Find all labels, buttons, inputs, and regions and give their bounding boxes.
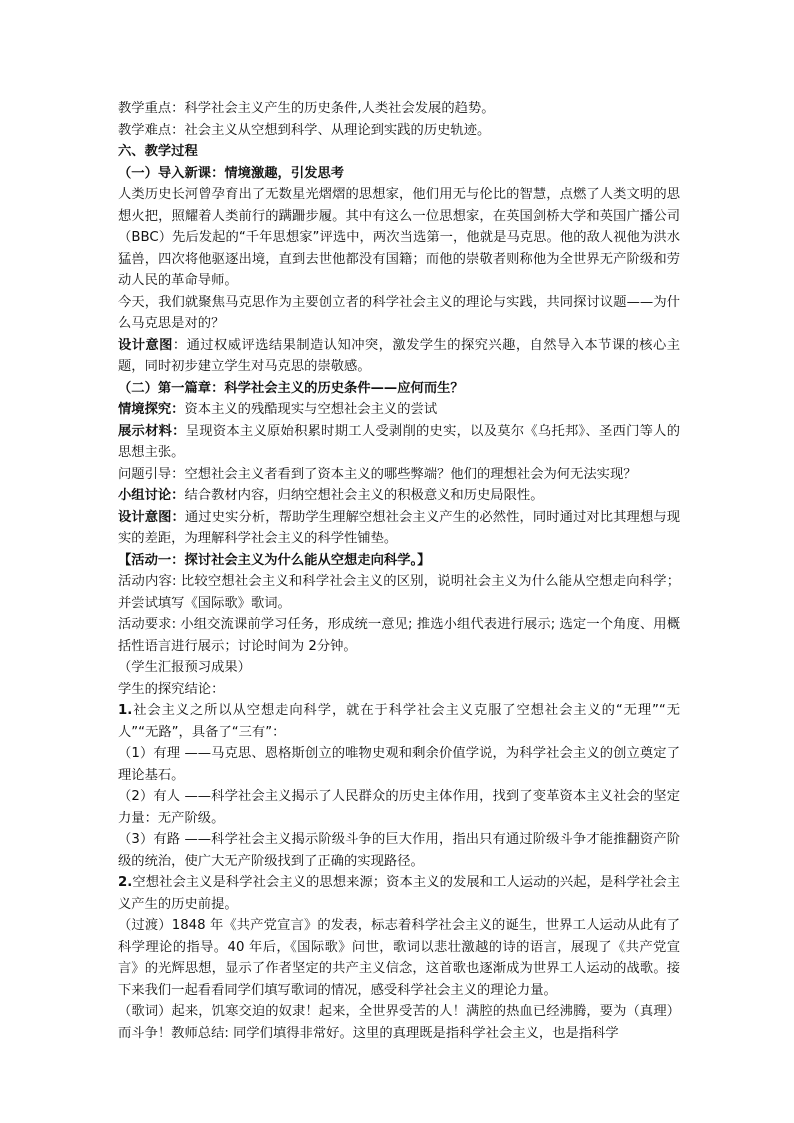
conclusion-subitem-1: （1）有理 ——马克思、恩格斯创立的唯物史观和剩余价值学说，为科学社会主义的创立奠定了理论基石。: [118, 746, 680, 783]
transition-paragraph: （过渡）1848 年《共产党宣言》的发表，标志着科学社会主义的诞生，世界工人运动从此有了科学理论的指导。40 年后，《国际歌》问世，歌词以悲壮激越的诗的语言，展现了《共产党宣言》的光辉思想，显示了作者坚定的共产主义信念，这首歌也逐渐成为世界工人运动的战歌。接下来我们一起看看同学们填写歌词的情况，感受科学社会主义的理论力量。: [118, 918, 680, 998]
activity-requirement-paragraph: 活动要求: 小组交流课前学习任务，形成统一意见; 推选小组代表进行展示; 选定一个角度、用概括性语言进行展示；讨论时间为 2分钟。: [118, 617, 680, 654]
key-point-paragraph: 教学重点：科学社会主义产生的历史条件,人类社会发展的趋势。: [118, 101, 495, 116]
activity-content-paragraph: 活动内容: 比较空想社会主义和科学社会主义的区别，说明社会主义为什么能从空想走向科学；并尝试填写《国际歌》歌词。: [118, 574, 680, 611]
design-intent-paragraph: 设计意图：通过权威评选结果制造认知冲突，激发学生的探究兴趣，自然导入本节课的核心主题，同时初步建立学生对马克思的崇敬感。: [118, 337, 681, 374]
conclusion-heading: 学生的探究结论：: [118, 681, 225, 697]
subsection-heading: （二）第一篇章：科学社会主义的历史条件——应何而生？: [118, 380, 464, 396]
lyrics-paragraph: （歌词）起来，饥寒交迫的奴隶！起来，全世界受苦的人！满腔的热血已经沸腾，要为（真理）而斗争！教师总结: 同学们填得非常好。这里的真理既是指科学社会主义，也是指科学: [118, 1004, 680, 1041]
scenario-paragraph: 情境探究：资本主义的残酷现实与空想社会主义的尝试: [118, 402, 438, 417]
student-report-note: （学生汇报预习成果）: [118, 660, 251, 675]
conclusion-item-1: 1.社会主义之所以从空想走向科学，就在于科学社会主义克服了空想社会主义的“无理”“无人”“无路”，具备了“三有”：: [118, 703, 680, 740]
document-page: [118, 98, 680, 1044]
topic-paragraph: 今天，我们就聚焦马克思作为主要创立者的科学社会主义的理论与实践，共同探讨议题——为什么马克思是对的？: [118, 294, 680, 331]
activity-heading: 【活动一：探讨社会主义为什么能从空想走向科学。】: [118, 552, 431, 568]
difficulty-paragraph: 教学难点：社会主义从空想到科学、从理论到实践的历史轨迹。: [118, 122, 491, 138]
conclusion-subitem-2: （2）有人 ——科学社会主义揭示了人民群众的历史主体作用，找到了变革资本主义社会的坚定力量：无产阶级。: [118, 789, 680, 826]
intro-paragraph: 人类历史长河曾孕育出了无数星光熠熠的思想家，他们用无与伦比的智慧，点燃了人类文明的思想火把，照耀着人类前行的蹒跚步履。其中有这么一位思想家，在英国剑桥大学和英国广播公司（BBC）先后发起的“千年思想家”评选中，两次当选第一，他就是马克思。他的敌人视他为洪水猛兽，四次将他驱逐出境，直到去世他都没有国籍；而他的崇敬者则称他为全世界无产阶级和劳动人民的革命导师。: [118, 187, 680, 288]
group-discussion-paragraph: 小组讨论：结合教材内容，归纳空想社会主义的积极意义和历史局限性。: [118, 488, 544, 503]
section-heading: 六、教学过程: [118, 144, 198, 159]
material-paragraph: 展示材料：呈现资本主义原始积累时期工人受剥削的史实，以及莫尔《乌托邦》、圣西门等人的思想主张。: [118, 423, 680, 460]
conclusion-subitem-3: （3）有路 ——科学社会主义揭示阶级斗争的巨大作用，指出只有通过阶级斗争才能推翻资产阶级的统治，使广大无产阶级找到了正确的实现路径。: [118, 832, 680, 869]
subsection-heading: （一）导入新课：情境激趣，引发思考: [118, 165, 345, 181]
conclusion-item-2: 2.空想社会主义是科学社会主义的思想来源；资本主义的发展和工人运动的兴起，是科学社会主义产生的历史前提。: [118, 875, 680, 912]
question-paragraph: 问题引导：空想社会主义者看到了资本主义的哪些弊端？他们的理想社会为何无法实现？: [118, 466, 637, 482]
design-intent-paragraph: 设计意图：通过史实分析，帮助学生理解空想社会主义产生的必然性，同时通过对比其理想与现实的差距，为理解科学社会主义的科学性铺垫。: [118, 509, 681, 546]
